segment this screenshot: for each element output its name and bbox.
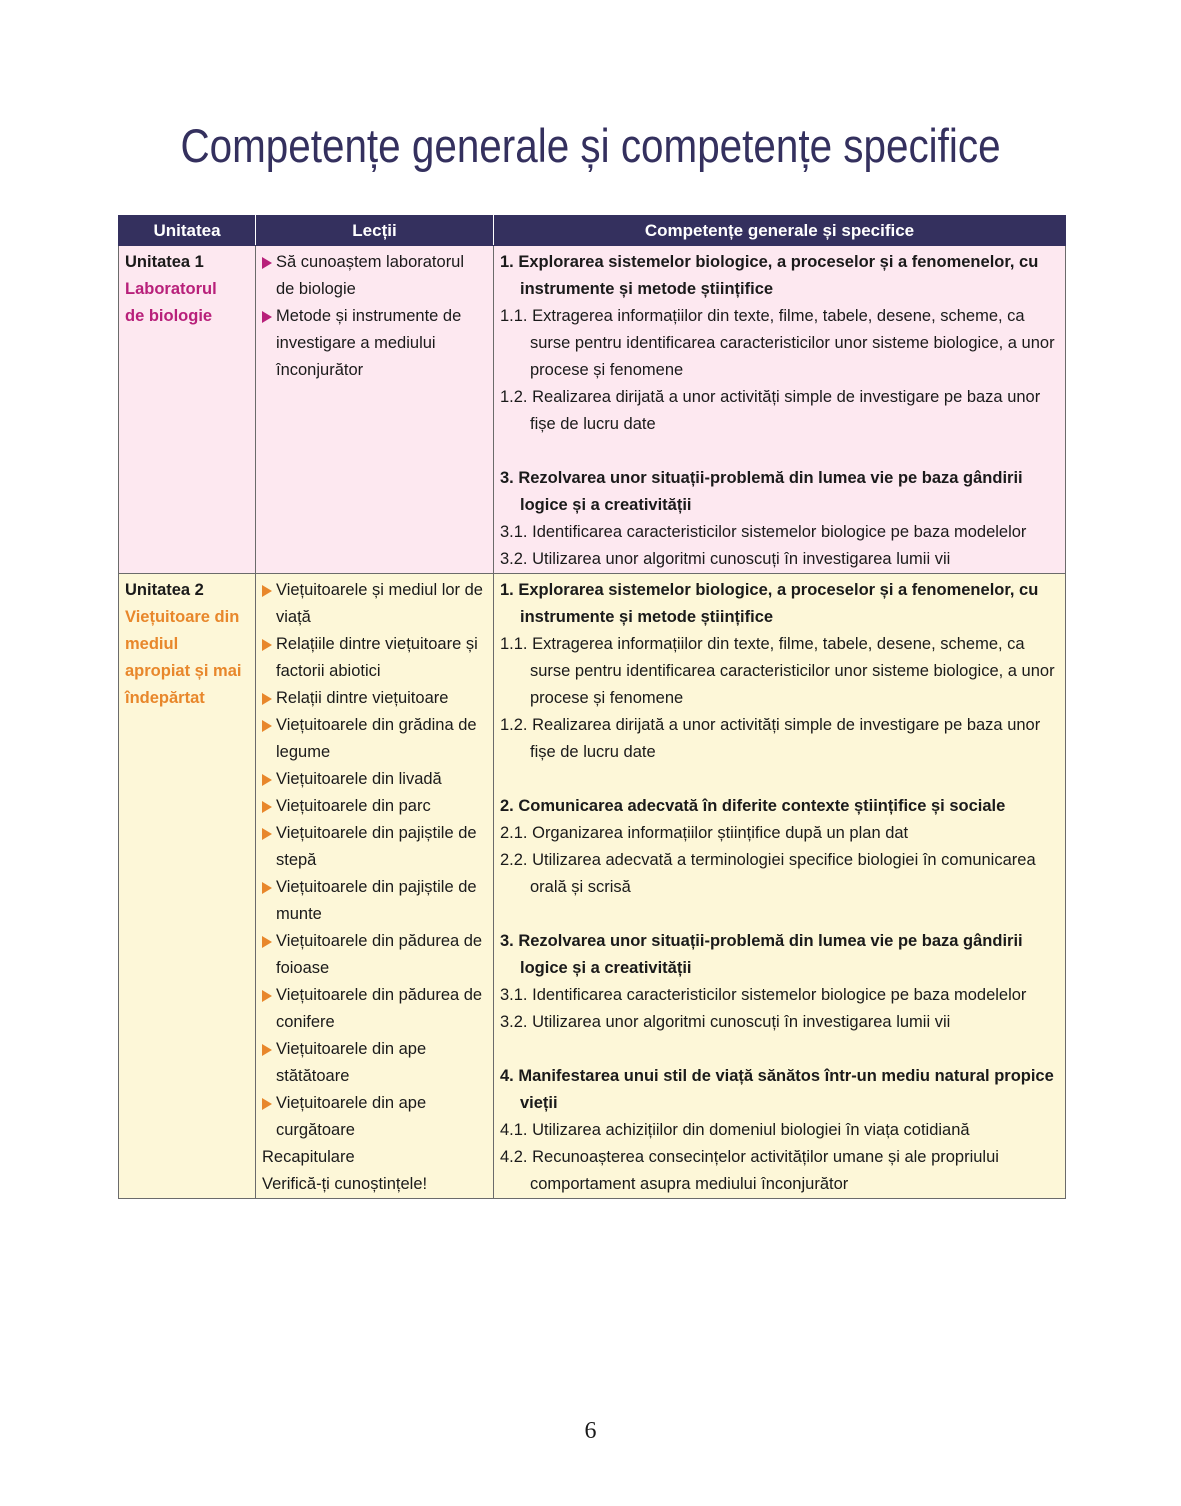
specific-competence: 3.2. Utilizarea unor algoritmi cunoscuți în investigarea lumii vii [500, 550, 951, 568]
triangle-bullet-icon [262, 639, 272, 651]
specific-competence: 3.1. Identificarea caracteristicilor sistemelor biologice pe baza modelelor [500, 523, 1027, 541]
lesson-label: Viețuitoarele din livadă [276, 770, 442, 788]
lessons-cell [256, 246, 494, 574]
lesson-item [262, 766, 483, 793]
lessons-cell [256, 574, 494, 1199]
header-lessons: Lecții [256, 216, 494, 246]
general-competence-title: 4. Manifestarea unui stil de viață sănătos într-un mediu natural propice vieții [500, 1067, 1054, 1112]
competence-group [500, 465, 1055, 573]
competence-group [500, 577, 1055, 766]
specific-competence: 2.2. Utilizarea adecvată a terminologiei specifice biologiei în comunicarea orală și scrisă [500, 851, 1036, 896]
unit-name: Viețuitoare din mediul apropiat și mai îndepărtat [125, 608, 242, 707]
triangle-bullet-icon [262, 1098, 272, 1110]
competence-group [500, 1063, 1055, 1198]
triangle-bullet-icon [262, 882, 272, 894]
lesson-label: Viețuitoarele din pădurea de conifere [276, 986, 483, 1031]
header-competences: Competențe generale și specifice [494, 216, 1066, 246]
lesson-label: Viețuitoarele din pajiștile de stepă [276, 824, 477, 869]
competence-group [500, 793, 1055, 901]
lesson-label: Relațiile dintre viețuitoare și factorii abiotici [276, 635, 478, 680]
lesson-label: Să cunoaștem laboratorul de biologie [276, 253, 465, 298]
lesson-item [262, 982, 483, 1036]
competence-group [500, 928, 1055, 1036]
triangle-bullet-icon [262, 990, 272, 1002]
triangle-bullet-icon [262, 585, 272, 597]
general-competence-title: 3. Rezolvarea unor situații-problemă din lumea vie pe baza gândirii logice și a creativității [500, 932, 1023, 977]
triangle-bullet-icon [262, 257, 272, 269]
lesson-label: Viețuitoarele din pajiștile de munte [276, 878, 477, 923]
lesson-item [262, 685, 483, 712]
lesson-item [262, 874, 483, 928]
general-competence-title: 1. Explorarea sistemelor biologice, a proceselor și a fenomenelor, cu instrumente și metode științifice [500, 253, 1039, 298]
page-number: 6 [584, 1418, 597, 1444]
triangle-bullet-icon [262, 801, 272, 813]
lesson-label: Viețuitoarele din ape stătătoare [276, 1040, 427, 1085]
specific-competence: 3.1. Identificarea caracteristicilor sistemelor biologice pe baza modelelor [500, 986, 1027, 1004]
lesson-item-plain: Verifică-ți cunoștințele! [262, 1175, 428, 1193]
lesson-label: Viețuitoarele din ape curgătoare [276, 1094, 427, 1139]
competences-table [118, 215, 1066, 1199]
triangle-bullet-icon [262, 828, 272, 840]
lesson-item-plain: Recapitulare [262, 1148, 355, 1166]
triangle-bullet-icon [262, 936, 272, 948]
page-title: Competențe generale și competențe specifice [180, 119, 1001, 172]
lesson-label: Viețuitoarele din grădina de legume [276, 716, 477, 761]
lesson-label: Viețuitoarele din pădurea de foioase [276, 932, 483, 977]
specific-competence: 4.2. Recunoașterea consecințelor activităților umane și ale propriului comportament asupra mediului înconjurător [500, 1148, 999, 1193]
general-competence-title: 3. Rezolvarea unor situații-problemă din lumea vie pe baza gândirii logice și a creativității [500, 469, 1023, 514]
specific-competence: 1.1. Extragerea informațiilor din texte, filme, tabele, desene, scheme, ca surse pentru identificarea caracteristicilor unor sisteme biologice, a unor procese și fenomene [500, 307, 1055, 379]
unit-cell [119, 574, 256, 1199]
unit-cell [119, 246, 256, 574]
specific-competence: 4.1. Utilizarea achizițiilor din domeniul biologiei în viața cotidiană [500, 1121, 970, 1139]
triangle-bullet-icon [262, 1044, 272, 1056]
lesson-label: Viețuitoarele din parc [276, 797, 431, 815]
specific-competence: 3.2. Utilizarea unor algoritmi cunoscuți în investigarea lumii vii [500, 1013, 951, 1031]
lesson-label: Metode și instrumente de investigare a mediului înconjurător [276, 307, 462, 379]
general-competence-title: 1. Explorarea sistemelor biologice, a proceselor și a fenomenelor, cu instrumente și metode științifice [500, 581, 1039, 626]
competence-group [500, 249, 1055, 438]
lesson-label: Relații dintre viețuitoare [276, 689, 449, 707]
triangle-bullet-icon [262, 311, 272, 323]
table-row [119, 246, 1066, 574]
unit-name: Laboratorul de biologie [125, 280, 217, 325]
table-row [119, 574, 1066, 1199]
lesson-item [262, 820, 483, 874]
lesson-label: Viețuitoarele și mediul lor de viață [276, 581, 483, 626]
lesson-item [262, 577, 483, 631]
specific-competence: 1.2. Realizarea dirijată a unor activități simple de investigare pe baza unor fișe de lucru date [500, 716, 1041, 761]
lesson-item [262, 249, 483, 303]
triangle-bullet-icon [262, 693, 272, 705]
general-competence-title: 2. Comunicarea adecvată în diferite contexte științifice și sociale [500, 797, 1006, 815]
lessons-list [262, 249, 483, 384]
lesson-item [262, 303, 483, 384]
competences-cell [494, 246, 1066, 574]
unit-number: Unitatea 1 [125, 253, 204, 271]
header-unit: Unitatea [119, 216, 256, 246]
specific-competence: 1.2. Realizarea dirijată a unor activități simple de investigare pe baza unor fișe de lucru date [500, 388, 1041, 433]
lessons-list [262, 577, 483, 1198]
lesson-item [262, 928, 483, 982]
triangle-bullet-icon [262, 720, 272, 732]
lesson-item [262, 631, 483, 685]
lesson-item [262, 1090, 483, 1144]
lesson-item [262, 712, 483, 766]
table-header-row [119, 216, 1066, 246]
lesson-item [262, 793, 483, 820]
specific-competence: 2.1. Organizarea informațiilor științifice după un plan dat [500, 824, 909, 842]
triangle-bullet-icon [262, 774, 272, 786]
specific-competence: 1.1. Extragerea informațiilor din texte, filme, tabele, desene, scheme, ca surse pentru identificarea caracteristicilor unor sisteme biologice, a unor procese și fenomene [500, 635, 1055, 707]
unit-number: Unitatea 2 [125, 581, 204, 599]
competences-cell [494, 574, 1066, 1199]
lesson-item [262, 1036, 483, 1090]
